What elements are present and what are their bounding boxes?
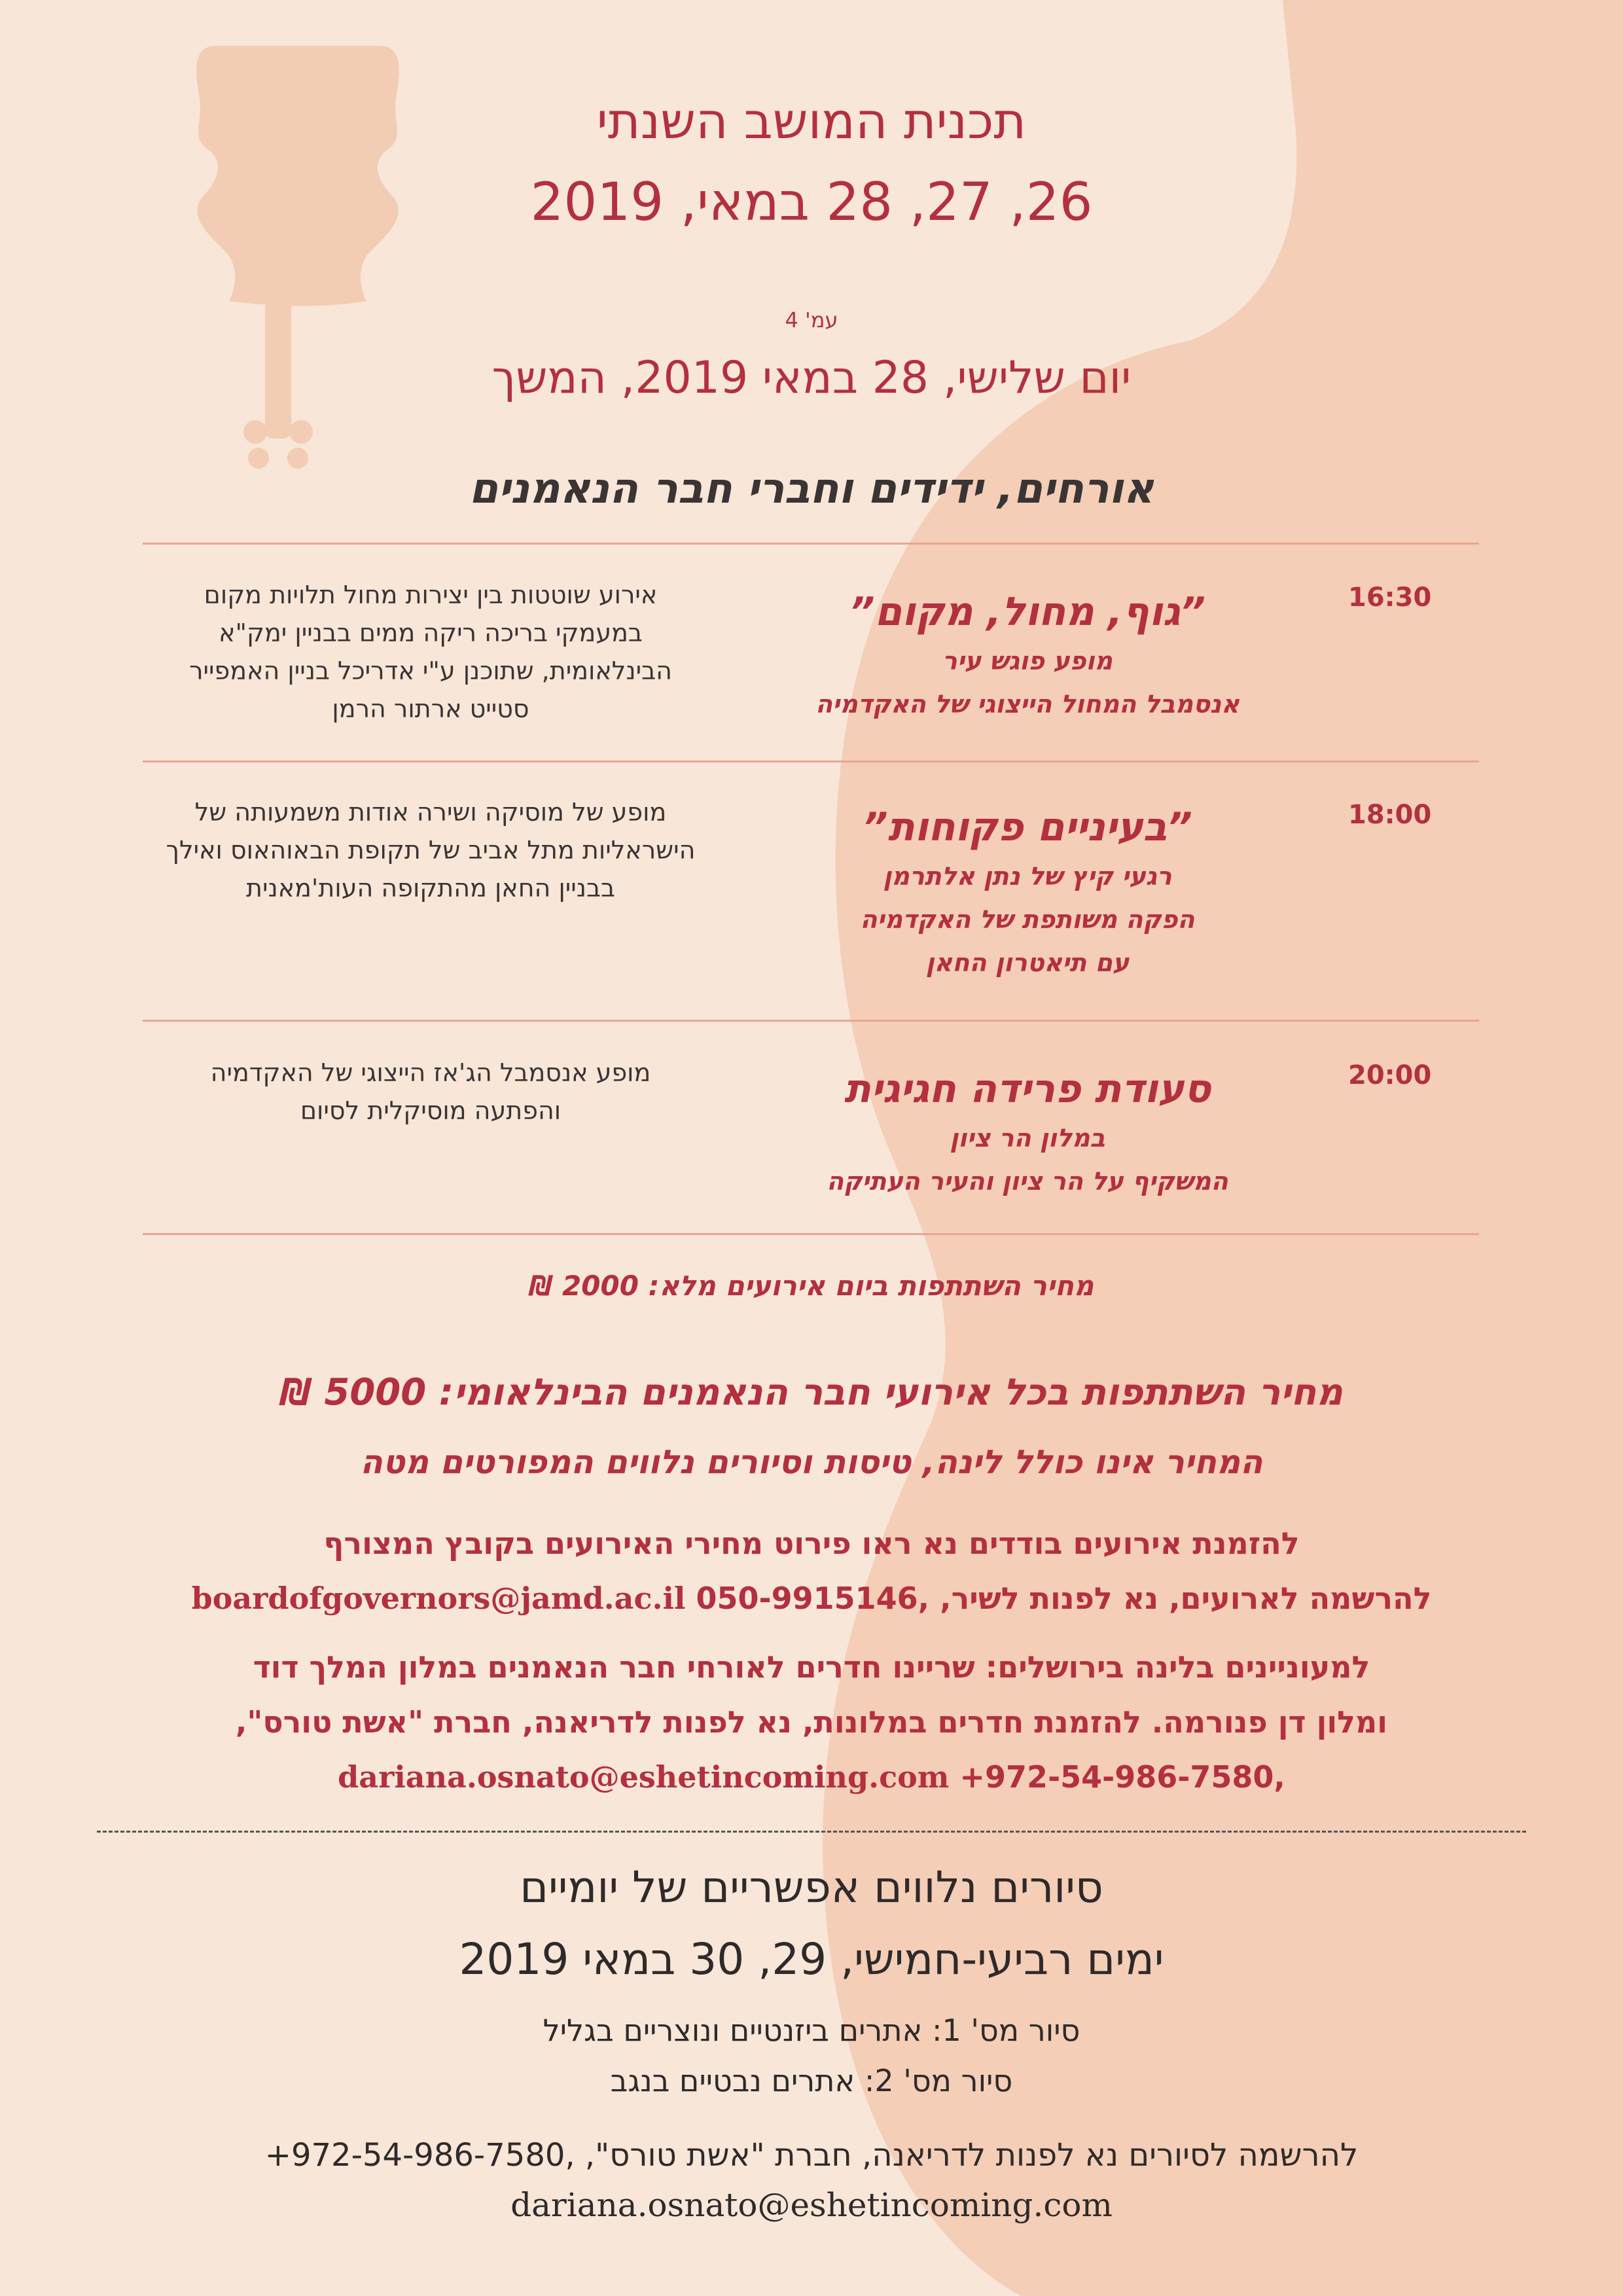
- event-time: 18:00: [1348, 800, 1432, 830]
- audience-heading: אורחים, ידידים וחברי חבר הנאמנים: [469, 465, 1154, 513]
- lodging-contact: [0, 1749, 1623, 1804]
- program-title: תכנית המושב השנתי: [596, 92, 1027, 150]
- event-title: ”בעיניים פקוחות”: [863, 804, 1192, 850]
- dashed-separator: [97, 1831, 1526, 1833]
- page-number: עמ' 4: [785, 308, 838, 332]
- tour-item: סיור מס' 2: אתרים נבטיים בנגב: [610, 2063, 1013, 2098]
- event-title: סעודת פרידה חגיגית: [844, 1066, 1211, 1112]
- divider-rule: [143, 543, 1479, 545]
- description-line: והפתעה מוסיקלית לסיום: [300, 1096, 562, 1125]
- event-block: [759, 584, 1296, 726]
- day-price: מחיר השתתפות ביום אירועים מלא: 2000 ₪: [529, 1270, 1094, 1302]
- event-subtitle: רגעי קיץ של נתן אלתרמן: [883, 862, 1172, 891]
- lodging-phone: +972-54-986-7580,: [959, 1759, 1285, 1795]
- description-line: סטייט ארתור הרמן: [332, 694, 529, 723]
- full-price: מחיר השתתפות בכל אירועי חבר הנאמנים הבינלאומי: 5000 ₪: [280, 1371, 1343, 1414]
- event-subtitle: המשקיף על הר ציון והעיר העתיקה: [827, 1167, 1228, 1196]
- register-phone: 050-9915146,: [696, 1581, 930, 1616]
- tours-email-link[interactable]: dariana.osnato@eshetincoming.com: [510, 2186, 1113, 2224]
- event-description: [143, 793, 719, 907]
- event-subtitle: מופע פוגש עיר: [942, 647, 1113, 675]
- description-line: הישראליות מתל אביב של תקופת הבאוהאוס ואילך: [166, 836, 696, 865]
- event-time: 20:00: [1348, 1060, 1432, 1090]
- event-subtitle: אנסמבל המחול הייצוגי של האקדמיה: [815, 690, 1240, 719]
- tours-dates: ימים רביעי-חמישי, 29, 30 במאי 2019: [459, 1934, 1164, 1984]
- description-line: מופע של מוסיקה ושירה אודות משמעותה של: [194, 798, 667, 827]
- tours-register-phone: +972-54-986-7580,: [264, 2137, 575, 2174]
- description-line: במעמקי בריכה ריקה ממים בבניין ימק"א: [219, 619, 643, 647]
- register-text: להרשמה לארועים, נא לפנות לשיר,: [940, 1581, 1432, 1616]
- tours-register-text: להרשמה לסיורים נא לפנות לדריאנה, חברת "אשת טורס",: [584, 2137, 1359, 2174]
- tour-item: סיור מס' 1: אתרים ביזנטיים ונוצריים בגליל: [543, 2013, 1080, 2048]
- event-block: [759, 1062, 1296, 1203]
- description-line: הבינלאומית, שתוכנן ע"י אדריכל בניין האמפייר: [189, 656, 672, 685]
- event-title: ”גוף, מחול, מקום”: [849, 589, 1206, 635]
- lodging-line: ומלון דן פנורמה. להזמנת חדרים במלונות, נא לפנות לדריאנה, חברת "אשת טורס",: [235, 1704, 1388, 1740]
- divider-rule: [143, 1020, 1479, 1022]
- event-description: [143, 1054, 719, 1130]
- day-title: יום שלישי, 28 במאי 2019, המשך: [491, 352, 1132, 404]
- register-email-link[interactable]: boardofgovernors@jamd.ac.il: [191, 1581, 686, 1616]
- tours-heading: סיורים נלווים אפשריים של יומיים: [520, 1862, 1103, 1912]
- lodging-line: למעוניינים בלינה בירושלים: שריינו חדרים לאורחי חבר הנאמנים במלון המלך דוד: [253, 1649, 1370, 1685]
- event-subtitle: הפקה משותפת של האקדמיה: [860, 905, 1195, 934]
- description-line: מופע אנסמבל הג'אז הייצוגי של האקדמיה: [210, 1058, 651, 1087]
- description-line: אירוע שוטטות בין יצירות מחול תלויות מקום: [204, 581, 658, 609]
- registration-info: [0, 1516, 1623, 1626]
- event-description: [143, 576, 719, 728]
- event-subtitle: במלון הר ציון: [950, 1124, 1105, 1153]
- lodging-info: [0, 1640, 1623, 1804]
- lodging-email-link[interactable]: dariana.osnato@eshetincoming.com: [338, 1759, 950, 1795]
- description-line: בבניין החאן מהתקופה העות'מאנית: [246, 874, 615, 903]
- tours-register-line: [0, 2137, 1623, 2174]
- event-block: [759, 800, 1296, 984]
- price-note: המחיר אינו כולל לינה, טיסות וסיורים נלווים המפורטים מטה: [360, 1443, 1263, 1481]
- event-time: 16:30: [1348, 583, 1432, 613]
- divider-rule: [143, 761, 1479, 762]
- event-subtitle: עם תיאטרון החאן: [925, 948, 1130, 977]
- register-line: [0, 1571, 1623, 1626]
- invite-line: להזמנת אירועים בודדים נא ראו פירוט מחירי האירועים בקובץ המצורף: [323, 1526, 1300, 1561]
- program-dates: 26, 27, 28 במאי, 2019: [530, 171, 1093, 232]
- divider-rule: [143, 1233, 1479, 1235]
